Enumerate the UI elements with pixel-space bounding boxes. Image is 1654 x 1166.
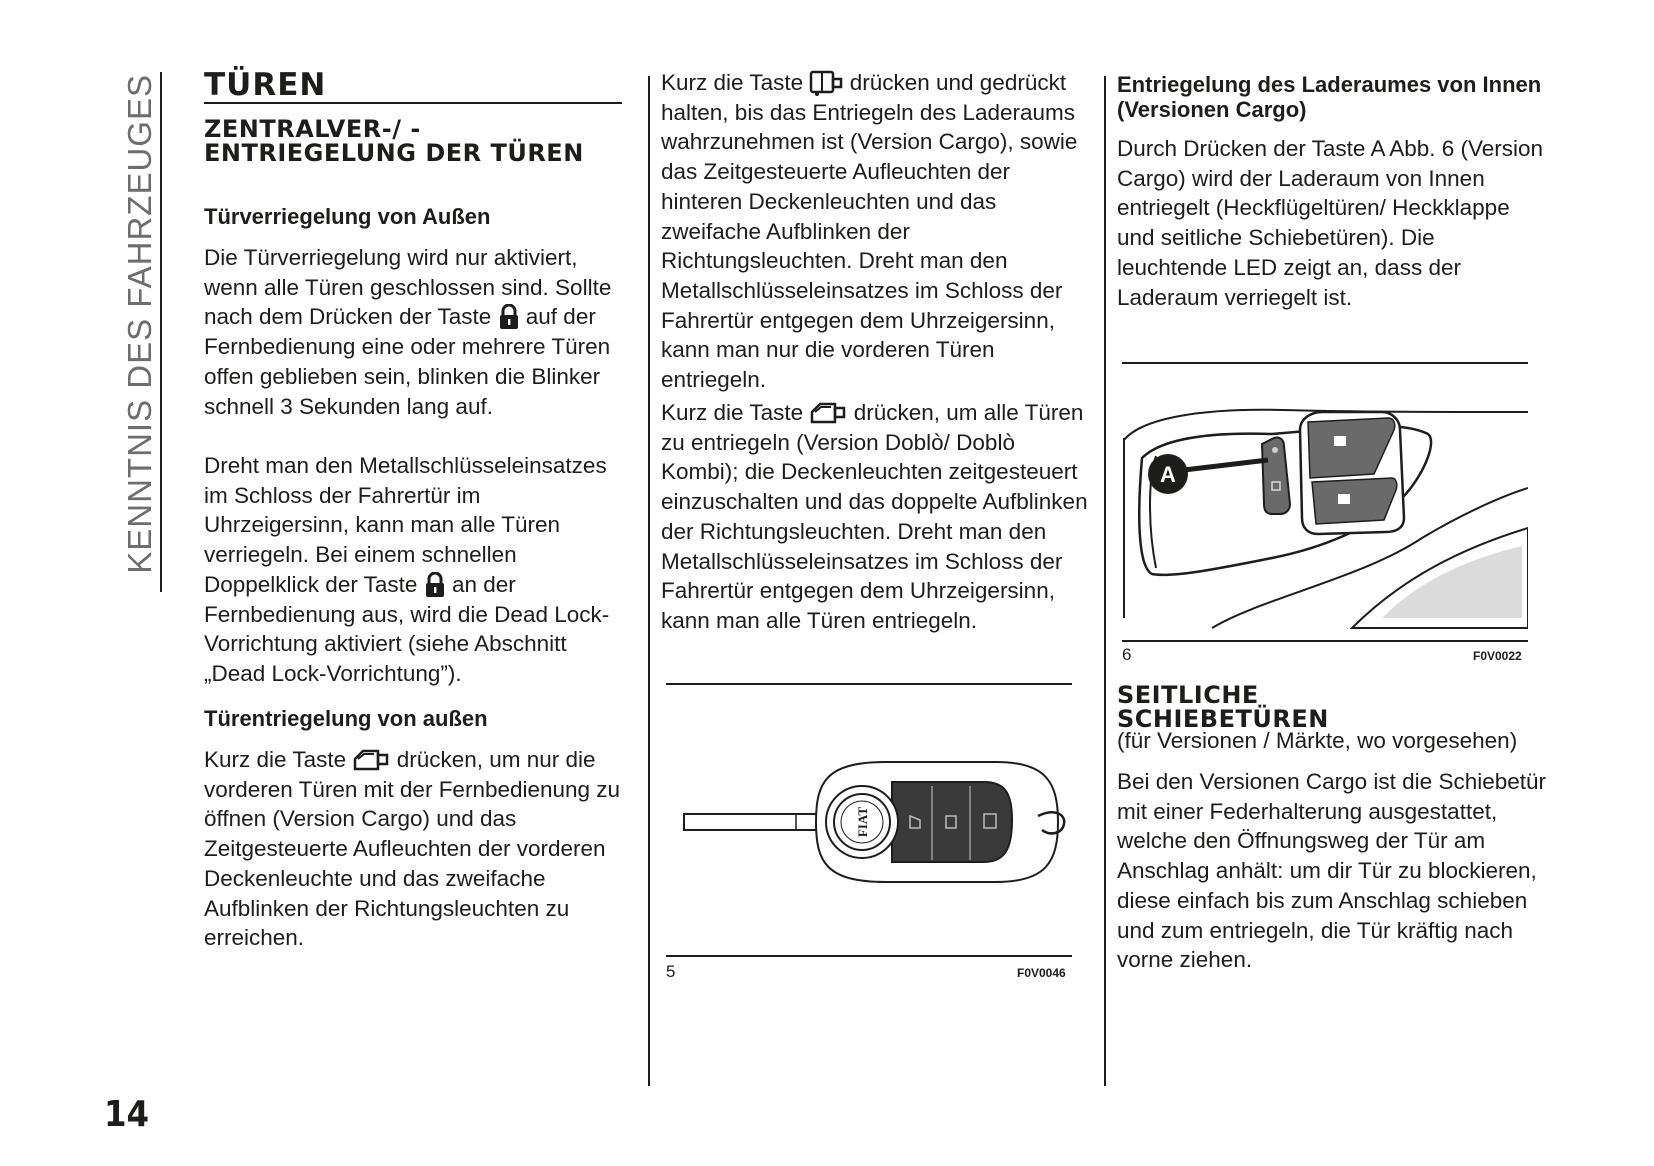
heading-lock-outside: Türverriegelung von Außen [204, 204, 491, 229]
text-run: drücken und gedrückt halten, bis das Entriegeln des Laderaums wahrzunehmen ist (Version Cargo), sowie das Zeitgesteuerte Aufleuchten der hinteren Deckenleuchten und das zweifache Aufblinken der Richtungsleuchten. Dreht man den Metallschlüsseleinsatzes im Schloss der Fahrertür entgegen dem Uhrzeigersinn, kann man nur die vorderen Türen entriegeln. [661, 70, 1078, 393]
paragraph-cargo-inside: Durch Drücken der Taste A Abb. 6 (Version Cargo) wird der Laderaum von Innen entriegelt (Heckflügeltüren/ Heckklappe und seitliche Schiebetüren). Die leuchtende LED zeigt an, dass der Laderaum verriegelt ist. [1117, 136, 1544, 310]
text-run: Dreht man den Metallschlüsseleinsatzes im Schloss der Fahrertür im Uhrzeigersinn, kann man alle Türen verriegeln. Bei einem schnellen Doppelklick der Taste [204, 453, 607, 597]
paragraph-sliding-doors: Bei den Versionen Cargo ist die Schiebetür mit einer Federhalterung ausgestattet, welche den Öffnungsweg der Tür am Anschlag anhält: um dir Tür zu blockieren, diese einfach bis zum Anschlag schieben und zum entriegeln, die Tür kräftig nach vorne ziehen. [1117, 769, 1547, 973]
paragraph-lock-outside-1 [204, 243, 624, 421]
figure5-key-fob [666, 690, 1072, 950]
heading-sliding-doors: SEITLICHE SCHIEBETÜREN [1117, 681, 1329, 733]
figure5-number: 5 [666, 962, 676, 981]
side-title-text: KENNTNIS DES FAHRZEUGES [121, 74, 158, 574]
text-run: Kurz die Taste [661, 400, 804, 425]
column-divider-2 [1104, 76, 1106, 1086]
fiat-logo-text: FIAT [855, 806, 870, 838]
unlock-front-icon [352, 747, 390, 771]
cargo-unlock-icon [809, 70, 843, 94]
paragraph-col2-1 [661, 68, 1091, 395]
figure5-top-rule [666, 683, 1072, 685]
section-subtitle: ZENTRALVER-/ -ENTRIEGELUNG DER TÜREN [204, 115, 584, 167]
paragraph-unlock-outside [204, 745, 624, 953]
sliding-doors-note: (für Versionen / Märkte, wo vorgesehen) [1117, 728, 1518, 753]
text-run: drücken, um nur die vorderen Türen mit der Fernbedienung zu öffnen (Version Cargo) und das Zeitgesteuerte Aufleuchten der vorderen Deckenleuchte und das zweifache Aufblinken der Richtungsleuchten zu erreichen. [204, 747, 621, 951]
paragraph-col2-2 [661, 398, 1091, 636]
heading-cargo-inside: Entriegelung des Laderaumes von Innen (Versionen Cargo) [1117, 72, 1542, 122]
figure6-callout-label: A [1160, 462, 1176, 487]
figure6-number: 6 [1122, 645, 1132, 664]
paragraph-lock-outside-2 [204, 451, 624, 689]
text-run: Die Türverriegelung wird nur aktiviert, wenn alle Türen geschlossen sind. Sollte nach dem Drücken der Taste [204, 245, 612, 330]
lock-icon [498, 304, 520, 328]
text-run: drücken, um alle Türen zu entriegeln (Version Doblò/ Doblò Kombi); die Deckenleuchten zeitgesteuert einzuschalten und das doppelte Aufblinken der Richtungsleuchten. Dreht man den Metallschlüsseleinsatzes im Schloss der Fahrertür entgegen dem Uhrzeigersinn, kann man alle Türen entriegeln. [661, 400, 1088, 633]
text-run: an der Fernbedienung aus, wird die Dead Lock-Vorrichtung aktiviert (siehe Abschnitt „Dead Lock-Vorrichtung”). [204, 571, 610, 686]
text-run: Kurz die Taste [661, 70, 804, 95]
figure6-top-rule [1122, 362, 1528, 364]
text-run: auf der Fernbedienung eine oder mehrere Türen offen geblieben sein, blinken die Blinker schnell 3 Sekunden lang auf. [204, 304, 611, 419]
heading-unlock-outside: Türentriegelung von außen [204, 706, 488, 731]
column-divider-1 [648, 76, 650, 1086]
section-title: TÜREN [204, 67, 327, 103]
figure5-code: F0V0046 [1017, 966, 1066, 980]
text-run: Kurz die Taste [204, 747, 347, 772]
side-running-title [118, 72, 162, 592]
figure6-bottom-rule [1122, 640, 1528, 642]
figure6-code: F0V0022 [1473, 649, 1522, 663]
unlock-all-icon [809, 400, 847, 424]
page-number: 14 [104, 1094, 150, 1135]
title-underline [204, 102, 622, 104]
figure5-bottom-rule [666, 955, 1072, 957]
lock-icon [424, 572, 446, 596]
figure6-door-panel [1122, 368, 1528, 634]
